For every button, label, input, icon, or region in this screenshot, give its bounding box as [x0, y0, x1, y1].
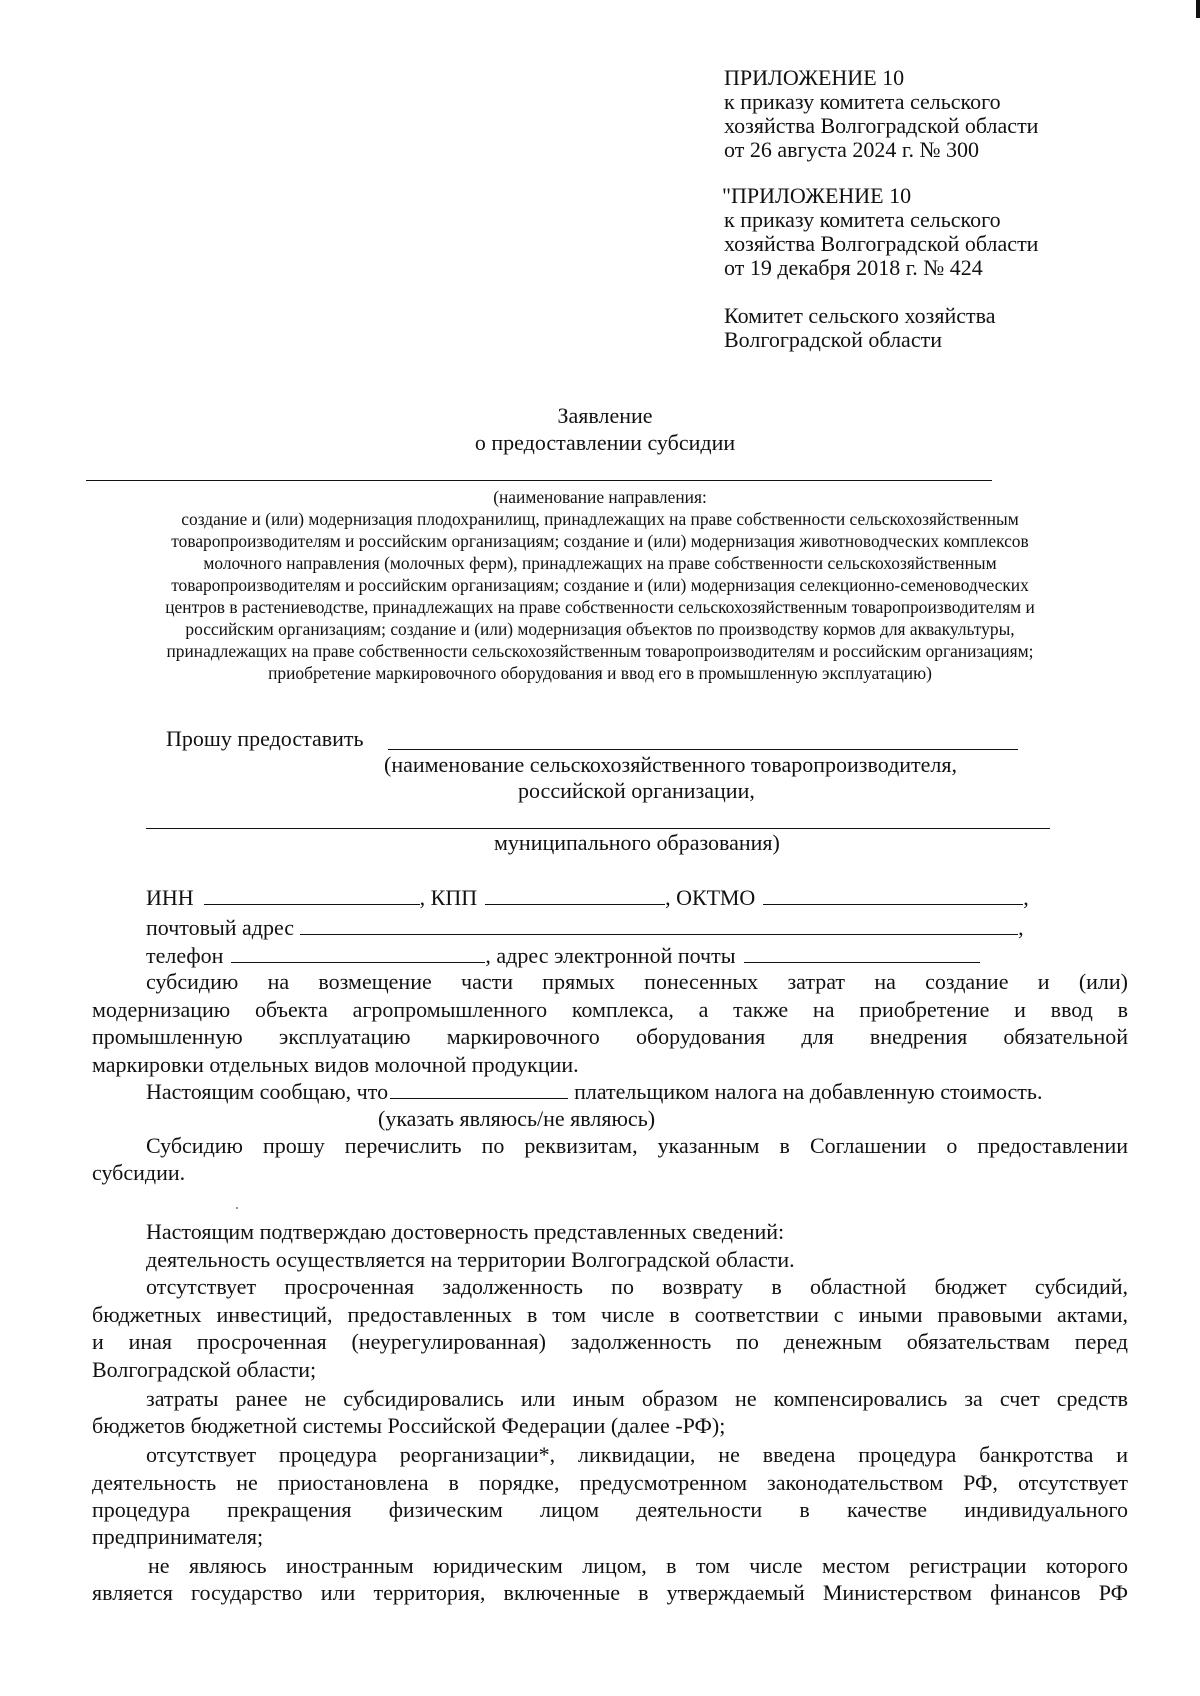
- paragraph-line: и иная просроченная (неурегулированная) задолженность по денежным обязательствам перед: [92, 1329, 1128, 1354]
- inn-label: ИНН: [146, 885, 194, 910]
- kpp-field[interactable]: [485, 884, 665, 905]
- caption-line: создание и (или) модернизация плодохранилищ, принадлежащих на праве собственности сельскохозяйственным: [181, 509, 1019, 529]
- email-field[interactable]: [744, 942, 980, 963]
- paragraph-line: бюджетов бюджетной системы Российской Федерации (далее -РФ);: [92, 1413, 726, 1438]
- inn-field[interactable]: [204, 884, 420, 905]
- order-date: от 26 августа 2024 г. № 300: [724, 137, 979, 162]
- vat-status-field[interactable]: [390, 1078, 568, 1099]
- vat-row: [146, 1078, 1042, 1105]
- scan-speck: [236, 1207, 238, 1209]
- postal-label: почтовый адрес: [146, 915, 295, 940]
- order-date: от 19 декабря 2018 г. № 424: [724, 255, 983, 280]
- vat-suffix: плательщиком налога на добавленную стоимость.: [574, 1079, 1043, 1104]
- vat-prefix: Настоящим сообщаю, что: [146, 1079, 389, 1104]
- postal-row: [146, 914, 1024, 941]
- vat-caption: (указать являюсь/не являюсь): [378, 1106, 656, 1131]
- paragraph-line: затраты ранее не субсидировались или иным образом не компенсировались за счет средств: [146, 1386, 1128, 1411]
- caption-line: товаропроизводителям и российским организациям; создание и (или) модернизация селекционно-семеноводческих: [171, 575, 1029, 595]
- addressee-line: Комитет сельского хозяйства: [724, 303, 996, 328]
- applicant-caption: российской организации,: [518, 778, 755, 803]
- paragraph-line: модернизацию объекта агропромышленного комплекса, а также на приобретение и ввод в: [92, 997, 1128, 1022]
- postal-address-field[interactable]: [300, 914, 1018, 935]
- paragraph-line: бюджетных инвестиций, предоставленных в том числе в соответствии с иными правовыми актами,: [92, 1302, 1128, 1327]
- addressee-line: Волгоградской области: [724, 327, 942, 352]
- caption-line: центров в растениеводстве, принадлежащих на праве собственности сельскохозяйственным товаропроизводителям и: [165, 597, 1035, 617]
- phone-label: телефон: [146, 943, 224, 968]
- transfer-line: субсидии.: [92, 1160, 186, 1185]
- applicant-name-field-2[interactable]: [146, 828, 1050, 829]
- request-label: Прошу предоставить: [166, 726, 364, 751]
- applicant-name-field[interactable]: [388, 749, 1018, 750]
- document-title: Заявление: [557, 403, 653, 428]
- comma: ,: [1018, 915, 1024, 940]
- caption-line: молочного направления (молочных ферм), принадлежащих на праве собственности сельскохозяйственным: [203, 553, 997, 573]
- order-ref-line: к приказу комитета сельского: [724, 207, 1001, 232]
- document-subtitle: о предоставлении субсидии: [474, 430, 736, 455]
- paragraph-line: не являюсь иностранным юридическим лицом, в том числе местом регистрации которого: [148, 1553, 1128, 1578]
- phone-field[interactable]: [231, 942, 485, 963]
- paragraph-line: Волгоградской области;: [92, 1357, 317, 1382]
- applicant-caption: (наименование сельскохозяйственного товаропроизводителя,: [384, 752, 958, 777]
- paragraph-line: отсутствует просроченная задолженность по возврату в областной бюджет субсидий,: [146, 1274, 1128, 1299]
- paragraph-line: маркировки отдельных видов молочной продукции.: [92, 1052, 579, 1077]
- confirm-territory: деятельность осуществляется на территории Волгоградской области.: [146, 1247, 795, 1272]
- appendix-number: ПРИЛОЖЕНИЕ 10: [724, 65, 905, 90]
- direction-blank-line: [86, 480, 992, 481]
- caption-line: товаропроизводителям и российским организациям; создание и (или) модернизация животноводческих комплексов: [171, 531, 1029, 551]
- paragraph-line: предпринимателя;: [92, 1524, 264, 1549]
- oktmo-field[interactable]: [763, 884, 1023, 905]
- caption-line: российским организациям; создание и (или) модернизация объектов по производству кормов для аквакультуры,: [185, 619, 1015, 639]
- kpp-label: , КПП: [419, 885, 478, 910]
- order-ref-line: к приказу комитета сельского: [724, 89, 1001, 114]
- paragraph-line: субсидию на возмещение части прямых понесенных затрат на создание и (или): [146, 969, 1128, 994]
- paragraph-line: промышленную эксплуатацию маркировочного оборудования для внедрения обязательной: [92, 1024, 1128, 1049]
- oktmo-label: , ОКТМО: [665, 885, 756, 910]
- municipality-caption: муниципального образования): [494, 830, 780, 855]
- comma: ,: [1023, 885, 1029, 910]
- email-label: , адрес электронной почты: [485, 943, 736, 968]
- caption-line: приобретение маркировочного оборудования и ввод его в промышленную эксплуатацию): [268, 663, 932, 683]
- paragraph-line: является государство или территория, включенные в утверждаемый Министерством финансов РФ: [92, 1580, 1128, 1605]
- caption-line: (наименование направления:: [493, 487, 707, 507]
- caption-line: принадлежащих на праве собственности сельскохозяйственным товаропроизводителям и российским организациям;: [166, 641, 1034, 661]
- transfer-line: Субсидию прошу перечислить по реквизитам, указанным в Соглашении о предоставлении: [146, 1133, 1128, 1158]
- paragraph-line: процедура прекращения физическим лицом деятельности в качестве индивидуального: [92, 1497, 1128, 1522]
- scan-edge-mark: [1196, 0, 1200, 18]
- appendix-number: "ПРИЛОЖЕНИЕ 10: [722, 183, 912, 208]
- order-ref-line: хозяйства Волгоградской области: [724, 113, 1039, 138]
- contact-row: [146, 942, 980, 969]
- confirm-intro: Настоящим подтверждаю достоверность представленных сведений:: [146, 1219, 785, 1244]
- id-fields-row: [146, 884, 1029, 911]
- order-ref-line: хозяйства Волгоградской области: [724, 231, 1039, 256]
- paragraph-line: деятельность не приостановлена в порядке, предусмотренном законодательством РФ, отсутствует: [92, 1470, 1128, 1495]
- paragraph-line: отсутствует процедура реорганизации*, ликвидации, не введена процедура банкротства и: [146, 1442, 1128, 1467]
